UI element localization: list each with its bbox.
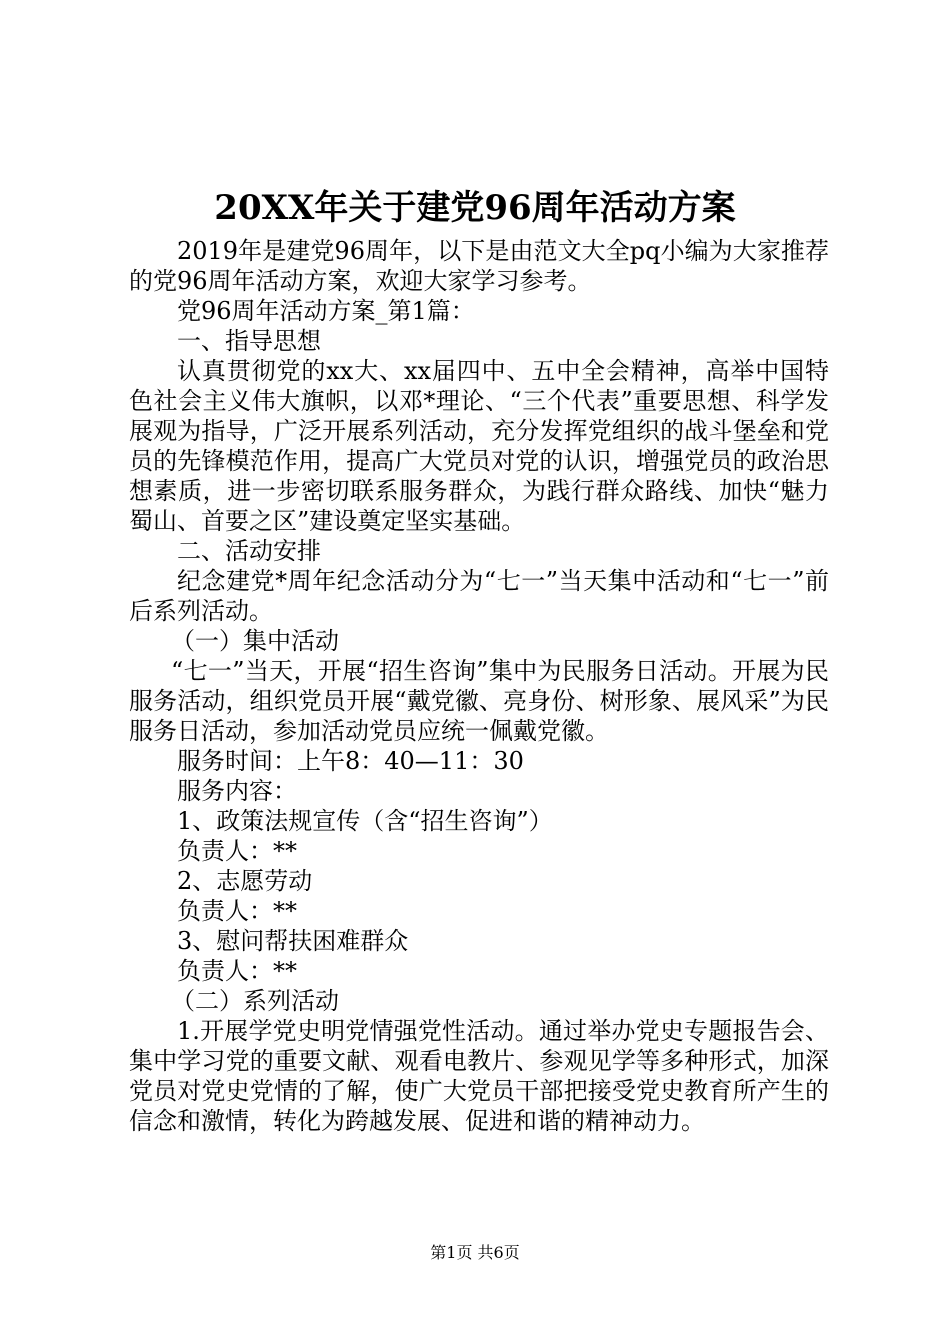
- paragraph-concentrated: “七一”当天，开展“招生咨询”集中为民服务日活动。开展为民服务活动，组织党员开展“戴党徽、亮身份、树形象、展风采”为民服务日活动，参加活动党员应统一佩戴党徽。: [129, 657, 829, 745]
- document-body: [129, 236, 829, 1136]
- responsible-person: 负责人：**: [177, 897, 297, 925]
- responsible-person: 负责人：**: [177, 837, 297, 865]
- section-heading-arrangement: 二、活动安排: [177, 537, 321, 565]
- service-item: 3、慰问帮扶困难群众: [177, 927, 409, 955]
- section-heading-guiding-thought: 一、指导思想: [177, 327, 321, 355]
- page-footer: 第1页 共6页: [430, 1243, 520, 1262]
- subsection-heading-series: （二）系列活动: [171, 987, 339, 1015]
- paragraph-guiding-thought: 认真贯彻党的xx大、xx届四中、五中全会精神，高举中国特色社会主义伟大旗帜，以邓*理论、“三个代表”重要思想、科学发展观为指导，广泛开展系列活动，充分发挥党组织的战斗堡垒和党员的先锋模范作用，提高广大党员对党的认识，增强党员的政治思想素质，进一步密切联系服务群众，为践行群众路线、加快“魅力蜀山、首要之区”建设奠定坚实基础。: [129, 357, 829, 535]
- paragraph-intro: 2019年是建党96周年，以下是由范文大全pq小编为大家推荐的党96周年活动方案，欢迎大家学习参考。: [129, 237, 829, 295]
- paragraph-plan-heading: 党96周年活动方案_第1篇：: [177, 297, 475, 325]
- responsible-person: 负责人：**: [177, 957, 297, 985]
- service-content-heading: 服务内容：: [177, 777, 297, 805]
- document-title: 20XX年关于建党96周年活动方案: [214, 188, 736, 228]
- subsection-heading-concentrated: （一）集中活动: [171, 627, 339, 655]
- paragraph-series-1: 1.开展学党史明党情强党性活动。通过举办党史专题报告会、集中学习党的重要文献、观看电教片、参观见学等多种形式，加深党员对党史党情的了解，使广大党员干部把接受党史教育所产生的信念和激情，转化为跨越发展、促进和谐的精神动力。: [129, 1017, 829, 1135]
- paragraph-arrangement: 纪念建党*周年纪念活动分为“七一”当天集中活动和“七一”前后系列活动。: [129, 567, 829, 625]
- service-time: 服务时间：上午8：40—11：30: [177, 747, 524, 775]
- service-item: 1、政策法规宣传（含“招生咨询”）: [177, 807, 553, 835]
- service-item: 2、志愿劳动: [177, 867, 313, 895]
